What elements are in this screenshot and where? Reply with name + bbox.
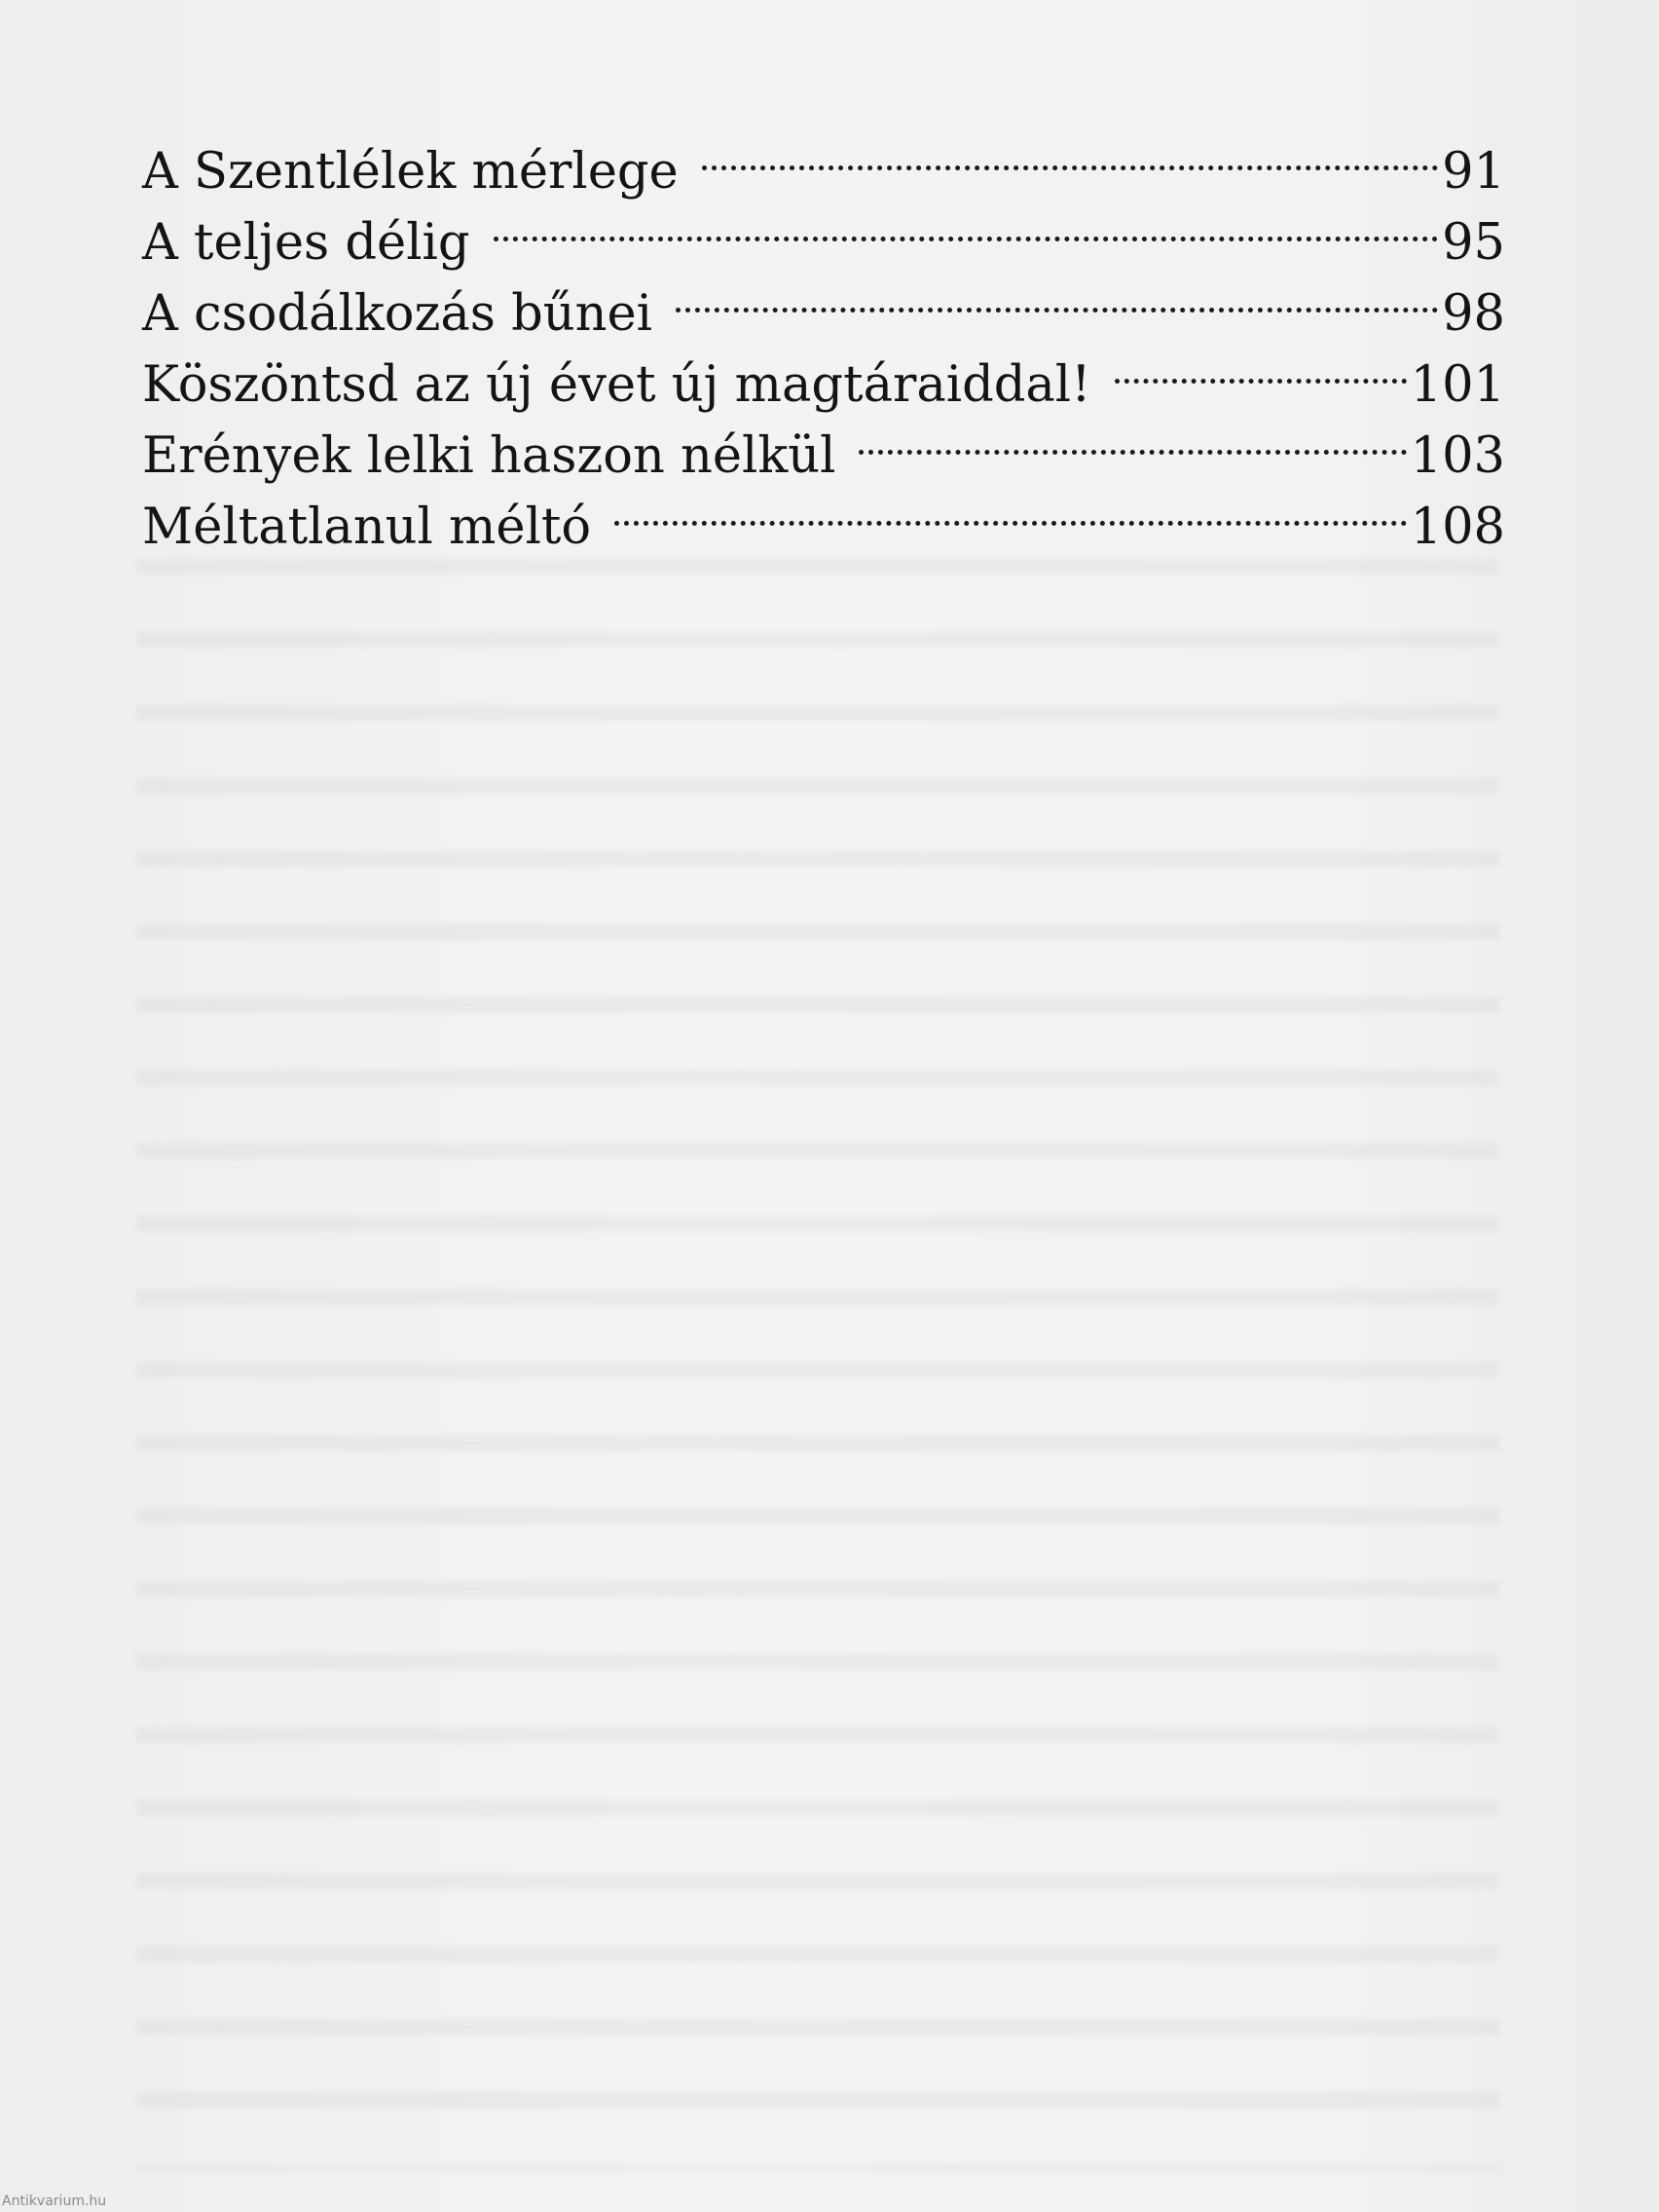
toc-entry-title: A csodálkozás bűnei [142, 285, 652, 343]
toc-entry-page: 95 [1442, 214, 1505, 272]
toc-entry-title: Erények lelki haszon nélkül [142, 427, 836, 485]
toc-entry-page: 103 [1410, 427, 1505, 485]
toc-dot-leader [702, 117, 1438, 188]
toc-entry-title: Köszöntsd az új évet új magtáraiddal! [142, 356, 1091, 414]
toc-entry-page: 98 [1442, 285, 1505, 343]
toc-entry-title: A Szentlélek mérlege [142, 143, 679, 201]
toc-entry-title: Méltatlanul méltó [142, 498, 592, 556]
toc-dot-leader [1115, 330, 1407, 401]
bleed-through-text [136, 516, 1499, 2171]
watermark-label: Antikvarium.hu [2, 2194, 107, 2209]
toc-entry [142, 117, 1505, 201]
toc-dot-leader [859, 401, 1406, 472]
toc-dot-leader [494, 188, 1439, 259]
toc-entry-page: 101 [1410, 356, 1505, 414]
toc-dot-leader [614, 472, 1407, 543]
toc-entry-page: 91 [1442, 143, 1505, 201]
toc-dot-leader [676, 259, 1438, 330]
toc-entry-title: A teljes délig [142, 214, 470, 272]
toc-entry-page: 108 [1410, 498, 1505, 556]
table-of-contents [142, 117, 1505, 556]
